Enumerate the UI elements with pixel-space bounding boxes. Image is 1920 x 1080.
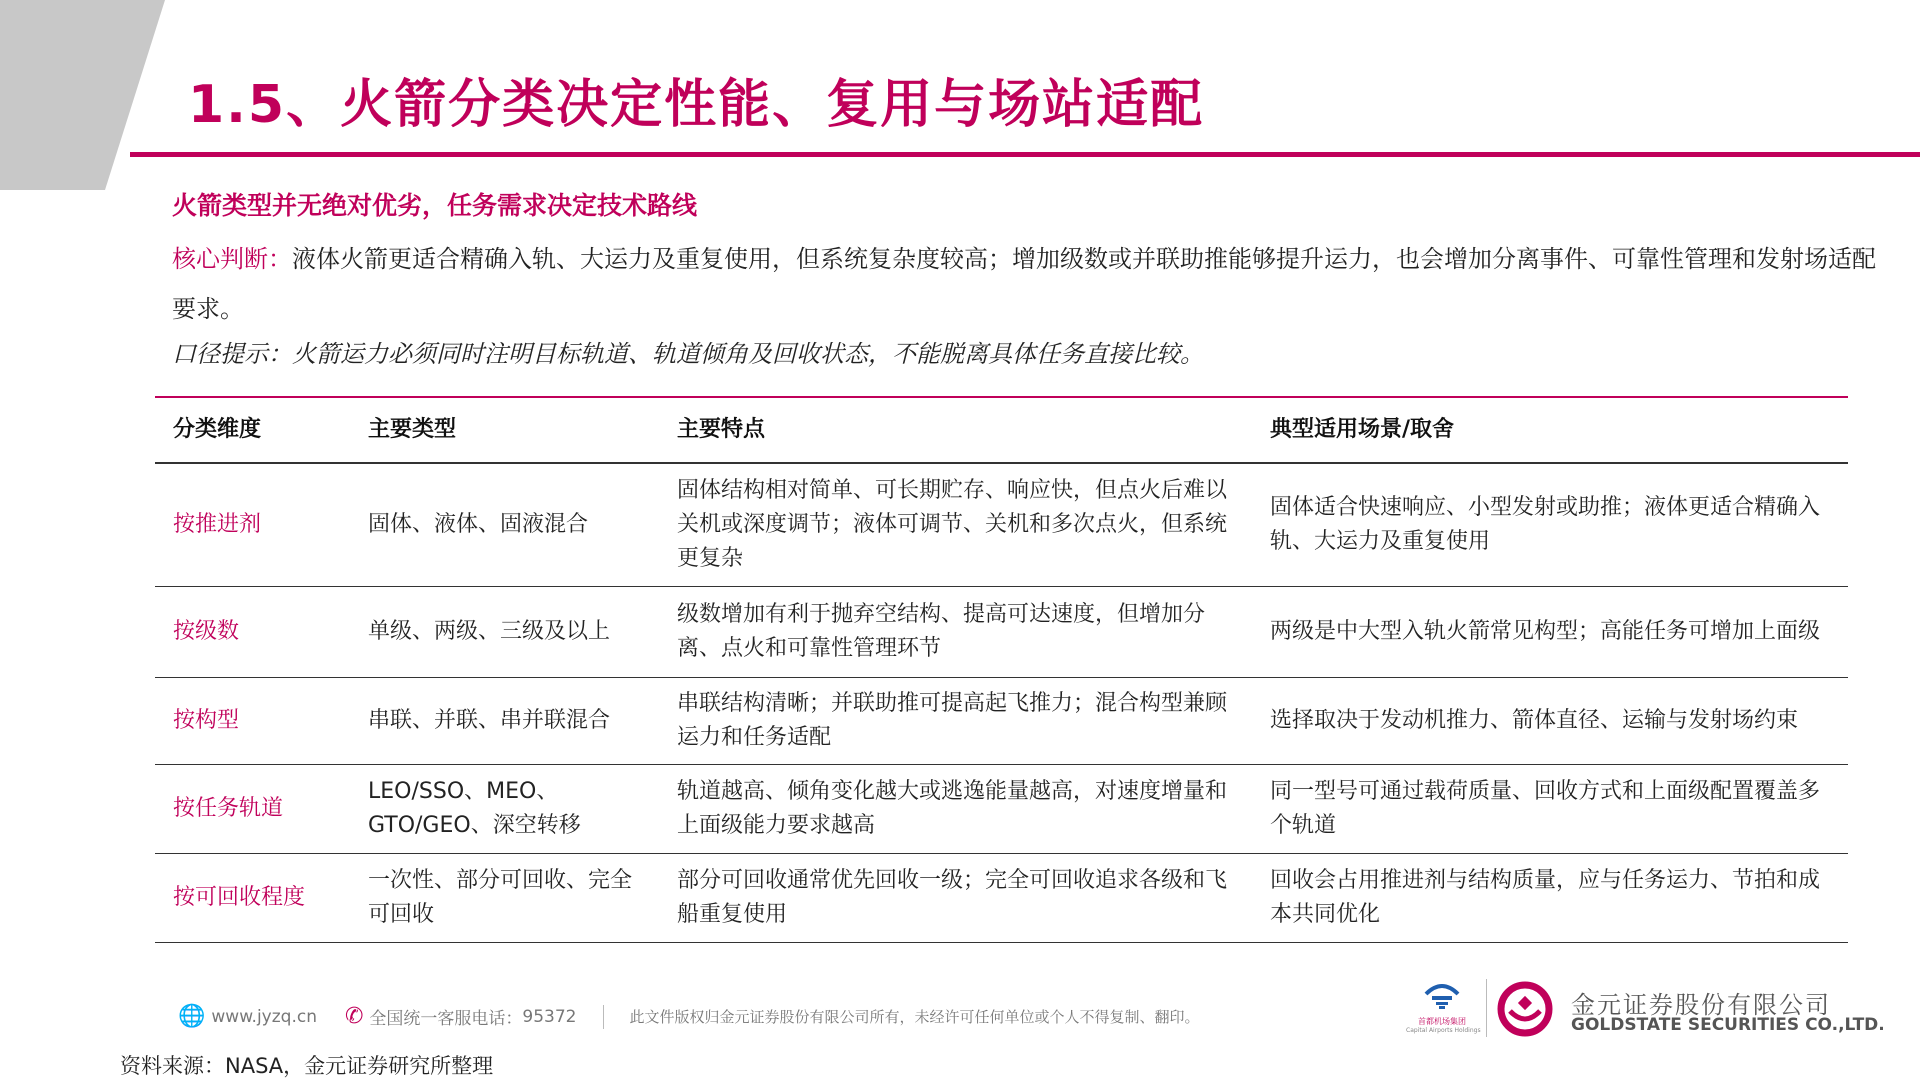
- company-name-en: GOLDSTATE SECURITIES CO.,LTD.: [1571, 1015, 1885, 1035]
- row-scenarios: 选择取决于发动机推力、箭体直径、运输与发射场约束: [1252, 678, 1848, 765]
- row-types: 单级、两级、三级及以上: [350, 587, 659, 678]
- corner-decoration: [0, 0, 170, 190]
- table-row: [155, 765, 1848, 854]
- core-judgement-text: 液体火箭更适合精确入轨、大运力及重复使用，但系统复杂度较高；增加级数或并联助推能够提升运力，也会增加分离事件、可靠性管理和发射场适配要求。: [172, 245, 1876, 323]
- goldstate-emblem-icon: [1494, 979, 1556, 1039]
- airport-emblem-icon: [1422, 980, 1462, 1012]
- company-logo: [1406, 975, 1885, 1045]
- footer-website: www.jyzq.cn: [211, 1006, 317, 1027]
- source-note: 资料来源：NASA，金元证券研究所整理: [120, 1054, 494, 1078]
- table-row: [155, 463, 1848, 587]
- footer-bar: [178, 1004, 1200, 1029]
- phone-icon: ✆: [344, 1004, 364, 1029]
- classification-table: [155, 396, 1848, 943]
- table-row: [155, 587, 1848, 678]
- core-judgement-label: 核心判断：: [172, 245, 292, 273]
- footer-hotline-label: 全国统一客服电话：: [369, 1009, 523, 1029]
- row-types: 串联、并联、串并联混合: [350, 678, 659, 765]
- row-dimension: 按构型: [155, 678, 350, 765]
- airport-name-en: Capital Airports Holdings: [1406, 1027, 1481, 1034]
- company-name-cn: 金元证券股份有限公司: [1571, 991, 1831, 1019]
- page-title: 1.5、火箭分类决定性能、复用与场站适配: [188, 75, 1205, 135]
- row-scenarios: 两级是中大型入轨火箭常见构型；高能任务可增加上面级: [1252, 587, 1848, 678]
- header-features: 主要特点: [659, 397, 1252, 463]
- footer-divider: [603, 1005, 604, 1029]
- header-dimension: 分类维度: [155, 397, 350, 463]
- header-types: 主要类型: [350, 397, 659, 463]
- footer-copyright: 此文件版权归金元证券股份有限公司所有，未经许可任何单位或个人不得复制、翻印。: [629, 1008, 1200, 1026]
- row-dimension: 按推进剂: [155, 463, 350, 587]
- row-features: 轨道越高、倾角变化越大或逃逸能量越高，对速度增量和上面级能力要求越高: [659, 765, 1252, 854]
- logo-divider: [1486, 979, 1487, 1037]
- row-dimension: 按可回收程度: [155, 854, 350, 943]
- table-row: [155, 678, 1848, 765]
- globe-icon: 🌐: [178, 1004, 206, 1029]
- row-features: 固体结构相对简单、可长期贮存、响应快，但点火后难以关机或深度调节；液体可调节、关机和多次点火，但系统更复杂: [659, 463, 1252, 587]
- row-scenarios: 同一型号可通过载荷质量、回收方式和上面级配置覆盖多个轨道: [1252, 765, 1848, 854]
- row-types: LEO/SSO、MEO、GTO/GEO、深空转移: [350, 765, 659, 854]
- header-scenarios: 典型适用场景/取舍: [1252, 397, 1848, 463]
- table-row: [155, 854, 1848, 943]
- row-types: 固体、液体、固液混合: [350, 463, 659, 587]
- row-scenarios: 固体适合快速响应、小型发射或助推；液体更适合精确入轨、大运力及重复使用: [1252, 463, 1848, 587]
- row-dimension: 按任务轨道: [155, 765, 350, 854]
- title-underline: [130, 152, 1920, 157]
- headline: 火箭类型并无绝对优劣，任务需求决定技术路线: [172, 191, 698, 220]
- row-features: 部分可回收通常优先回收一级；完全可回收追求各级和飞船重复使用: [659, 854, 1252, 943]
- row-types: 一次性、部分可回收、完全可回收: [350, 854, 659, 943]
- airport-group-logo: [1406, 980, 1481, 1034]
- row-features: 级数增加有利于抛弃空结构、提高可达速度，但增加分离、点火和可靠性管理环节: [659, 587, 1252, 678]
- core-judgement: [172, 234, 1882, 334]
- row-dimension: 按级数: [155, 587, 350, 678]
- airport-name-cn: 首都机场集团: [1418, 1017, 1466, 1026]
- row-scenarios: 回收会占用推进剂与结构质量，应与任务运力、节拍和成本共同优化: [1252, 854, 1848, 943]
- footer-hotline-number: 95372: [522, 1006, 577, 1027]
- row-features: 串联结构清晰；并联助推可提高起飞推力；混合构型兼顾运力和任务适配: [659, 678, 1252, 765]
- caliber-hint: 口径提示：火箭运力必须同时注明目标轨道、轨道倾角及回收状态，不能脱离具体任务直接比较。: [172, 340, 1204, 368]
- table-header-row: [155, 397, 1848, 463]
